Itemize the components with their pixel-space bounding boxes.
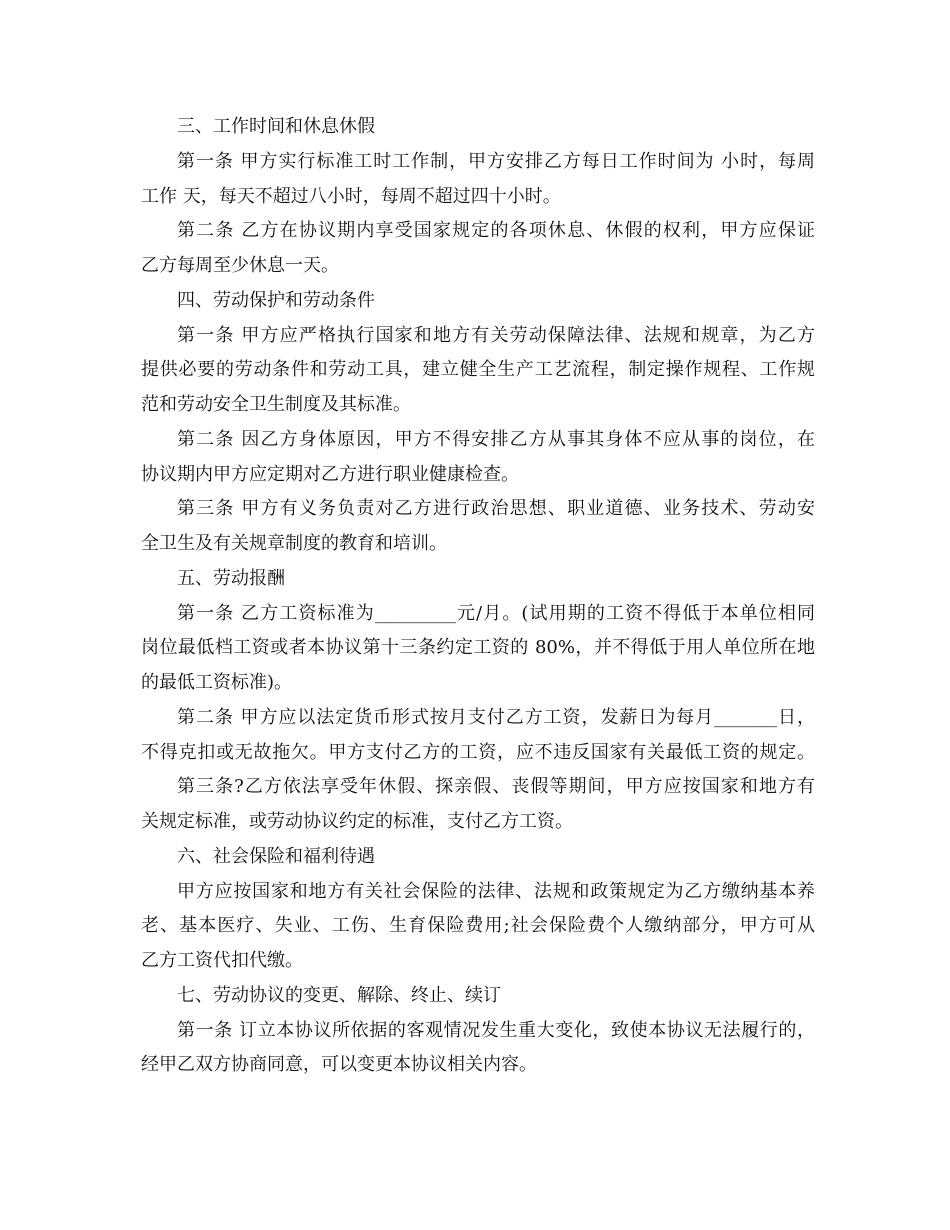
text-line: 乙方每周至少休息一天。: [141, 255, 339, 276]
text-line: 提供必要的劳动条件和劳动工具，建立健全生产工艺流程，制定操作规程、工作规: [141, 359, 815, 381]
text-line: 乙方工资代扣代缴。: [141, 950, 303, 971]
text-line: 七、劳动协议的变更、解除、终止、续订: [177, 984, 501, 1006]
text-line: 六、社会保险和福利待遇: [177, 845, 375, 867]
text-line: 范和劳动安全卫生制度及其标准。: [141, 394, 411, 415]
document-body: [141, 110, 815, 1083]
text-line: 第二条 甲方应以法定货币形式按月支付乙方工资，发薪日为每月_______日，: [177, 706, 815, 728]
text-line: 经甲乙双方协商同意，可以变更本协议相关内容。: [141, 1054, 537, 1076]
text-line: 第二条 乙方在协议期内享受国家规定的各项休息、休假的权利，甲方应保证: [177, 220, 815, 242]
text-line: 协议期内甲方应定期对乙方进行职业健康检查。: [141, 463, 519, 485]
text-line: 四、劳动保护和劳动条件: [177, 289, 375, 311]
text-line: 第一条 甲方应严格执行国家和地方有关劳动保障法律、法规和规章，为乙方: [177, 324, 815, 346]
text-line: 老、基本医疗、失业、工伤、生育保险费用;社会保险费个人缴纳部分，甲方可从: [141, 915, 815, 937]
text-line: 第二条 因乙方身体原因，甲方不得安排乙方从事其身体不应从事的岗位，在: [177, 428, 815, 450]
text-line: 第三条 甲方有义务负责对乙方进行政治思想、职业道德、业务技术、劳动安: [177, 498, 815, 520]
text-line: 不得克扣或无故拖欠。甲方支付乙方的工资，应不违反国家有关最低工资的规定。: [141, 741, 815, 763]
text-line: 的最低工资标准)。: [141, 672, 293, 693]
text-line: 第一条 订立本协议所依据的客观情况发生重大变化，致使本协议无法履行的，: [177, 1019, 815, 1041]
text-line: 关规定标准，或劳动协议约定的标准，支付乙方工资。: [141, 811, 573, 832]
text-line: 第一条 甲方实行标准工时工作制，甲方安排乙方每日工作时间为 小时，每周: [177, 150, 815, 172]
text-line: 全卫生及有关规章制度的教育和培训。: [141, 533, 447, 554]
text-line: 三、工作时间和休息休假: [177, 116, 375, 137]
text-line: 五、劳动报酬: [177, 567, 285, 589]
text-line: 第一条 乙方工资标准为_________元/月。(试用期的工资不得低于本单位相同: [177, 602, 815, 624]
text-line: 第三条?乙方依法享受年休假、探亲假、丧假等期间，甲方应按国家和地方有: [177, 776, 815, 798]
text-line: 甲方应按国家和地方有关社会保险的法律、法规和政策规定为乙方缴纳基本养: [177, 880, 815, 902]
text-line: 岗位最低档工资或者本协议第十三条约定工资的 80%，并不得低于用人单位所在地: [141, 637, 815, 659]
text-line: 工作 天，每天不超过八小时，每周不超过四十小时。: [141, 185, 561, 207]
